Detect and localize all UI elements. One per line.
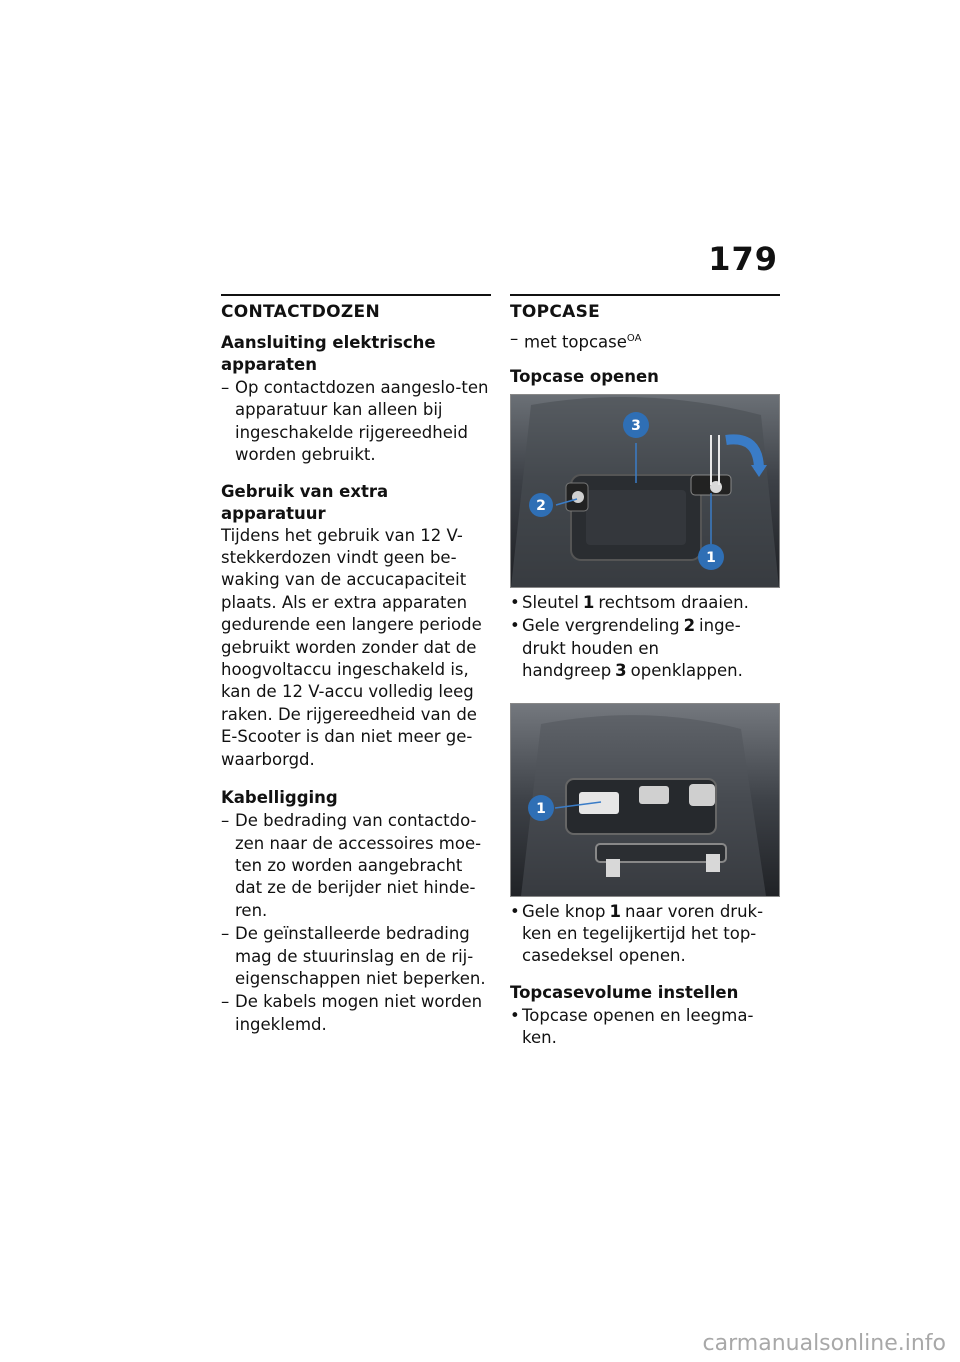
list-item-text: De geïnstalleerde bedrading mag de stuurinslag en de rij-eigenschappen niet beperken. xyxy=(235,924,486,988)
section-title-topcase: TOPCASE xyxy=(510,294,780,322)
bullet-marker: • xyxy=(510,901,520,921)
right-column xyxy=(510,294,780,1051)
bullet-marker: • xyxy=(510,616,520,636)
subheading-aansluiting: Aansluiting elektrische apparaten xyxy=(221,333,436,374)
option-line xyxy=(510,328,780,354)
list-item xyxy=(221,923,491,990)
list-item xyxy=(510,1005,780,1050)
option-text: met topcase xyxy=(524,332,627,352)
bullet-marker: • xyxy=(510,1005,520,1025)
list-item-text: De bedrading van contactdo-zen naar de accessoires moe-ten zo worden aangebracht dat ze de berijder niet hinde-ren. xyxy=(235,811,482,920)
figure-topcase-button xyxy=(510,703,780,897)
paragraph-extra-apparatuur: Tijdens het gebruik van 12 V-stekkerdozen vindt geen be-waking van de accucapaciteit plaats. Als er extra apparaten gedurende een langere periode gebruikt worden zonder dat de hoogvoltaccu ingeschakeld is, kan de 12 V-accu volledig leeg raken. De rijgereedheid van de E-Scooter is dan niet meer ge-waarborgd. xyxy=(221,525,482,769)
step-post: rechtsom draaien. xyxy=(598,592,749,612)
left-column xyxy=(221,294,491,1037)
dash-marker: – xyxy=(221,378,230,397)
step-number: 3 xyxy=(615,661,627,681)
list-item-text: Op contactdozen aangeslo-ten apparatuur kan alleen bij ingeschakelde rijgereedheid worden gebruikt. xyxy=(235,378,489,465)
list-item xyxy=(510,592,780,614)
callout-2: 2 xyxy=(536,497,546,514)
list-item-text: Topcase openen en leegma-ken. xyxy=(522,1005,754,1048)
list-item xyxy=(221,810,491,922)
callout-1: 1 xyxy=(706,549,716,566)
step-post: openklappen. xyxy=(630,661,743,681)
list-item-text: De kabels mogen niet worden ingeklemd. xyxy=(235,992,483,1034)
option-superscript: OA xyxy=(626,333,642,344)
callout-1: 1 xyxy=(536,800,546,817)
subheading-extra-apparatuur: Gebruik van extra apparatuur xyxy=(221,481,389,523)
dash-marker: – xyxy=(221,811,230,831)
list-item xyxy=(510,615,780,682)
list-item xyxy=(510,901,780,968)
step-post: inge-drukt houden en handgreep xyxy=(522,616,741,681)
step-pre: Gele knop xyxy=(522,901,606,921)
subheading-kabelligging: Kabelligging xyxy=(221,788,338,808)
bullet-marker: • xyxy=(510,592,520,612)
step-number: 1 xyxy=(609,901,621,921)
step-pre: Sleutel xyxy=(522,592,579,612)
topcase-button-illustration xyxy=(511,704,779,896)
dash-marker: – xyxy=(221,992,230,1012)
step-number: 2 xyxy=(683,616,696,636)
step-number: 1 xyxy=(582,592,595,612)
subheading-topcasevolume: Topcasevolume instellen xyxy=(510,982,739,1002)
page-number: 179 xyxy=(708,240,778,278)
topcase-handle-illustration xyxy=(511,395,779,587)
callout-3: 3 xyxy=(631,417,641,434)
list-item xyxy=(221,377,491,467)
watermark: carmanualsonline.info xyxy=(702,1331,946,1356)
subheading-topcase-openen: Topcase openen xyxy=(510,366,659,386)
list-item xyxy=(221,991,491,1036)
dash-marker: – xyxy=(221,924,230,944)
section-title-contactdozen: CONTACTDOZEN xyxy=(221,294,491,322)
step-post: naar voren druk-ken en tegelijkertijd het top-casedeksel openen. xyxy=(522,901,764,966)
step-pre: Gele vergrendeling xyxy=(522,616,680,636)
dash-marker: – xyxy=(510,329,519,348)
figure-topcase-handle xyxy=(510,394,780,588)
